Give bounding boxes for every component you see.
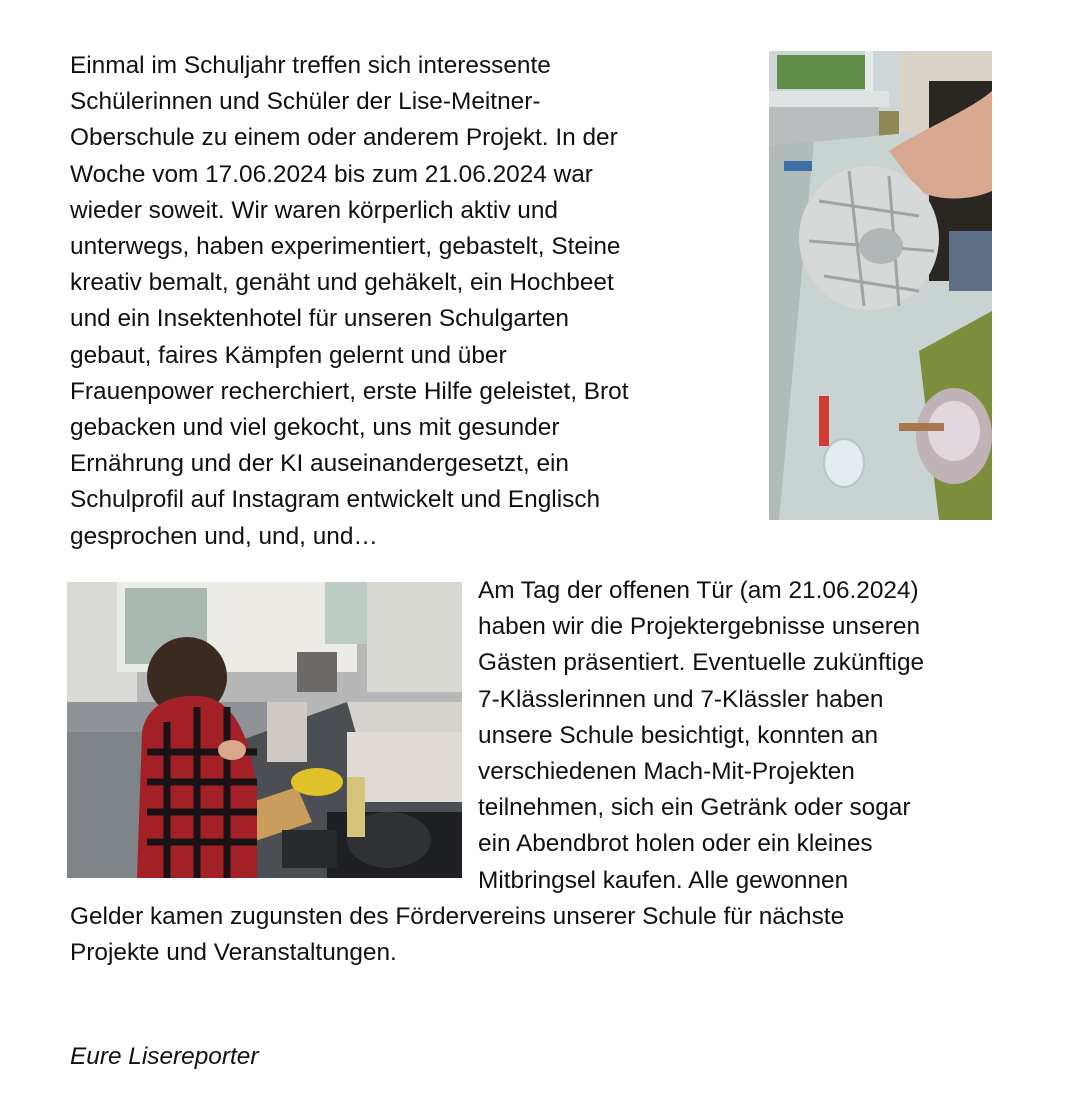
text-line: ein Abendbrot holen oder ein kleines — [478, 830, 873, 858]
text-line: Projekte und Veranstaltungen. — [70, 939, 397, 967]
text-line: verschiedenen Mach-Mit-Projekten — [478, 758, 855, 786]
text-line: unsere Schule besichtigt, konnten an — [478, 721, 879, 749]
text-line: Ernährung und der KI auseinandergesetzt, ein — [70, 450, 569, 478]
intro-paragraph — [70, 48, 629, 555]
text-line: gesprochen und, und, und… — [70, 522, 378, 550]
text-line: Gästen präsentiert. Eventuelle zukünftige — [478, 649, 925, 677]
text-line: Am Tag der offenen Tür (am 21.06.2024) — [478, 577, 919, 604]
text-line: kreativ bemalt, genäht und gehäkelt, ein Hochbeet — [70, 269, 614, 297]
text-line: unterwegs, haben experimentiert, gebastelt, Steine — [70, 233, 621, 261]
text-line: Woche vom 17.06.2024 bis zum 21.06.2024 war — [70, 160, 593, 188]
text-line: und ein Insektenhotel für unseren Schulgarten — [70, 305, 569, 333]
text-line: Frauenpower recherchiert, erste Hilfe geleistet, Brot — [70, 377, 629, 405]
cooking-photo — [67, 582, 462, 878]
text-line: gebaut, faires Kämpfen gelernt und über — [70, 341, 507, 369]
open-day-paragraph — [70, 573, 925, 971]
text-line: Einmal im Schuljahr treffen sich interessente — [70, 52, 551, 79]
text-line: wieder soweit. Wir waren körperlich aktiv und — [70, 196, 558, 224]
text-line: Schülerinnen und Schüler der Lise-Meitner- — [70, 88, 541, 116]
text-line: Gelder kamen zugunsten des Fördervereins unserer Schule für nächste — [70, 902, 845, 930]
text-line: teilnehmen, sich ein Getränk oder sogar — [478, 794, 911, 822]
text-line: 7-Klässlerinnen und 7-Klässler haben — [478, 685, 884, 713]
text-line: gebacken und viel gekocht, uns mit gesunder — [70, 414, 560, 442]
text-line: Schulprofil auf Instagram entwickelt und Englisch — [70, 486, 601, 514]
text-line: Oberschule zu einem oder anderem Projekt. In der — [70, 124, 618, 152]
text-line: Mitbringsel kaufen. Alle gewonnen — [478, 866, 849, 894]
papier-mache-photo — [769, 51, 992, 520]
signature: Eure Lisereporter — [70, 1043, 259, 1070]
text-line: haben wir die Projektergebnisse unseren — [478, 613, 921, 641]
